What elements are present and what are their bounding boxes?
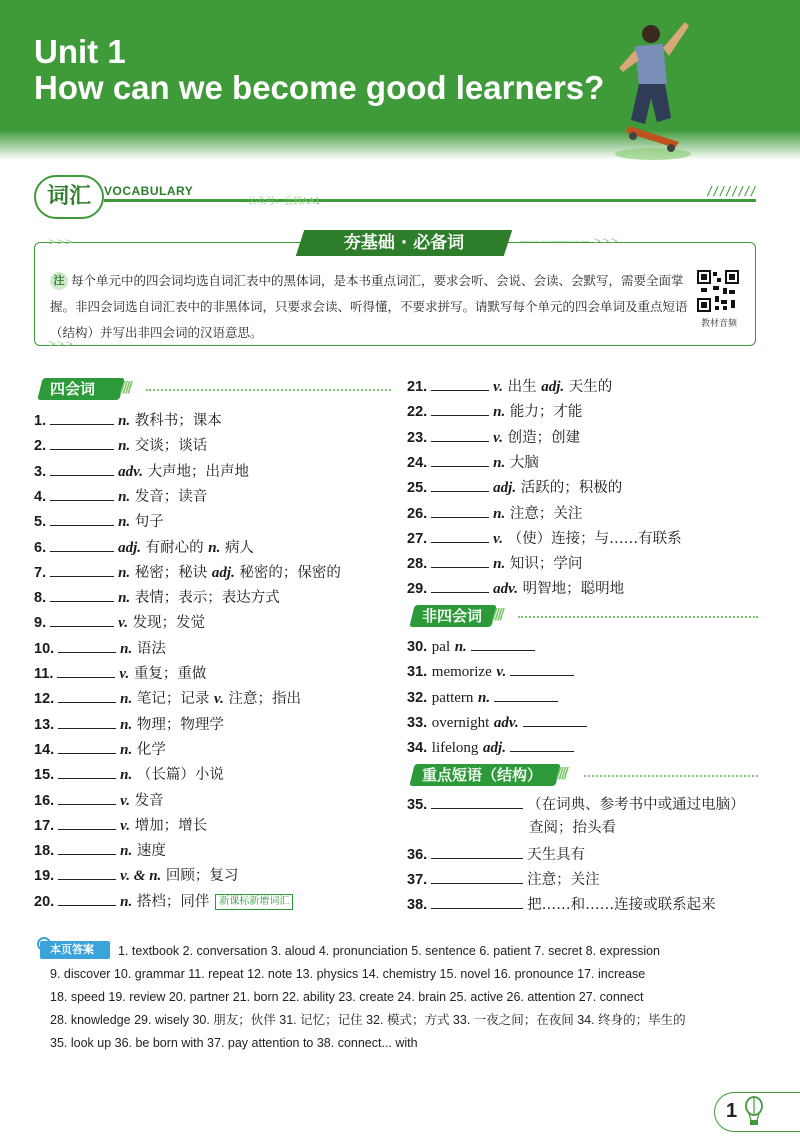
answer-blank[interactable]: [431, 843, 523, 859]
word-item: [407, 635, 539, 657]
word-item: [407, 711, 591, 733]
answer-blank[interactable]: [58, 763, 116, 779]
section-phrases-label: 重点短语（结构）: [422, 766, 543, 784]
part-of-speech: v.: [213, 691, 224, 708]
item-number: 13.: [34, 716, 55, 733]
part-of-speech: n.: [120, 843, 133, 860]
answer-blank[interactable]: [50, 611, 114, 627]
word-item: [407, 527, 682, 549]
word-item: [34, 713, 224, 735]
answer-blank[interactable]: [431, 868, 523, 884]
part-of-speech: v. & n.: [120, 868, 162, 885]
part-of-speech: adv.: [493, 581, 519, 598]
item-number: 4.: [34, 488, 47, 505]
dotted-divider: [146, 389, 391, 391]
word-item: [34, 789, 164, 811]
part-of-speech: n.: [118, 514, 131, 531]
section-four-skill: [40, 378, 122, 400]
item-number: 8.: [34, 590, 47, 607]
word-item: [407, 577, 624, 599]
meaning: 增加；增长: [134, 817, 208, 834]
word-item: [407, 476, 622, 498]
answer-blank[interactable]: [50, 561, 114, 577]
note-text: 每个单元中的四会词均选自词汇表中的黑体词，是本书重点词汇，要求会听、会说、会读、会默写，需要全面掌握。非四会词选自词汇表中的非黑体词，只要求会读、听得懂，不要求拼写。请默写每个单元的四会单词及重点短语（结构）并写出非四会词的汉语意思。: [50, 273, 688, 340]
note-title: 夯基础 · 必备词: [343, 233, 465, 253]
note-icon: 注: [50, 272, 68, 290]
word-item: [34, 586, 280, 608]
answer-blank[interactable]: [510, 660, 574, 676]
word-item: [34, 611, 205, 633]
phrase-meaning-continued: 查阅；抬头看: [529, 820, 616, 836]
answer-blank[interactable]: [50, 586, 114, 602]
item-number: 12.: [34, 691, 55, 708]
meaning: 发音: [134, 792, 164, 809]
part-of-speech: adv.: [118, 463, 143, 480]
answer-blank[interactable]: [431, 426, 489, 442]
answer-blank[interactable]: [431, 502, 489, 518]
meaning: 大脑: [509, 454, 539, 471]
hatch-decoration: ////////: [706, 184, 756, 198]
meaning: 创造；创建: [507, 429, 581, 446]
word-item: [34, 561, 341, 583]
answer-blank[interactable]: [431, 893, 523, 909]
answer-blank[interactable]: [431, 552, 489, 568]
meaning: 明智地；聪明地: [522, 581, 625, 598]
word-item: [34, 510, 164, 532]
answers-line: 9. discover 10. grammar 11. repeat 12. note 13. physics 14. chemistry 15. novel 16. pronounce 17. increase: [50, 967, 646, 981]
item-number: 18.: [34, 843, 55, 860]
part-of-speech: n.: [493, 404, 506, 421]
part-of-speech: n.: [454, 639, 467, 655]
word-item: [407, 502, 582, 524]
item-number: 38.: [407, 897, 428, 913]
answer-blank[interactable]: [431, 451, 489, 467]
answer-blank[interactable]: [50, 536, 114, 552]
meaning: 化学: [136, 741, 166, 758]
item-number: 20.: [34, 893, 55, 910]
part-of-speech: n.: [118, 590, 131, 607]
vocabulary-divider: [104, 199, 756, 202]
part-of-speech: n.: [118, 488, 131, 505]
meaning: 搭档；同伴: [136, 893, 210, 910]
item-number: 9.: [34, 615, 47, 632]
part-of-speech: n.: [120, 691, 133, 708]
item-number: 11.: [34, 666, 54, 682]
word-item: [34, 460, 249, 482]
qr-label: 教材音频: [700, 319, 737, 329]
answer-blank[interactable]: [50, 409, 114, 425]
item-number: 3.: [34, 463, 47, 480]
word-item: [34, 434, 207, 456]
answer-blank[interactable]: [58, 789, 116, 805]
meaning: 注意；关注: [509, 505, 583, 522]
meaning: 天生的: [568, 379, 613, 395]
part-of-speech: n.: [118, 413, 131, 429]
item-number: 10.: [34, 640, 55, 657]
meaning: 病人: [224, 539, 254, 556]
item-number: 28.: [407, 556, 428, 573]
part-of-speech: n.: [118, 564, 131, 581]
answer-blank[interactable]: [471, 635, 535, 651]
word-item: [34, 814, 207, 836]
word-item: [407, 660, 578, 682]
meaning: 注意；关注: [527, 872, 600, 888]
part-of-speech: n.: [120, 767, 133, 784]
meaning: 速度: [136, 843, 166, 860]
part-of-speech: n.: [118, 438, 131, 455]
meaning: （在词典、参考书中或通过电脑）: [527, 797, 745, 813]
watermark: 公众号：会到AA1: [248, 197, 321, 207]
meaning: 教科书；课本: [134, 413, 222, 429]
answer-blank[interactable]: [431, 793, 523, 809]
item-number: 14.: [34, 741, 55, 758]
meaning: 把……和……连接或联系起来: [527, 897, 716, 913]
meaning: 出生: [507, 379, 537, 395]
item-number: 24.: [407, 454, 428, 471]
meaning: 秘密的；保密的: [239, 564, 341, 581]
part-of-speech: adj.: [211, 564, 235, 581]
word-item: [407, 426, 580, 448]
part-of-speech: n.: [493, 454, 506, 471]
section-four-skill-label: 四会词: [50, 380, 96, 398]
phrase-item: [407, 793, 745, 815]
item-number: 2.: [34, 438, 47, 455]
word-item: [34, 536, 254, 558]
meaning: 大声地；出声地: [147, 463, 250, 480]
answer-blank[interactable]: [431, 476, 489, 492]
answer-blank[interactable]: [431, 527, 489, 543]
stripe-decoration: ////: [120, 378, 130, 396]
part-of-speech: v.: [496, 664, 507, 681]
item-number: 7.: [34, 564, 47, 581]
answers-tag: 本页答案: [40, 941, 110, 959]
answer-blank[interactable]: [58, 637, 116, 653]
item-number: 27.: [407, 530, 428, 547]
item-number: 26.: [407, 505, 428, 522]
word-item: [407, 451, 539, 473]
english-word: pal: [431, 639, 451, 655]
item-number: 35.: [407, 797, 428, 813]
section-non-four-skill-label: 非四会词: [422, 607, 483, 625]
answer-blank[interactable]: [50, 460, 114, 476]
part-of-speech: adj.: [483, 740, 506, 757]
part-of-speech: adj.: [118, 539, 142, 556]
meaning: 注意；指出: [228, 691, 301, 708]
part-of-speech: n.: [120, 640, 133, 657]
part-of-speech: n.: [120, 741, 133, 758]
word-item: [407, 400, 582, 422]
word-item: [34, 662, 206, 684]
word-item: [407, 736, 578, 758]
part-of-speech: n.: [478, 689, 491, 706]
part-of-speech: v.: [119, 666, 130, 682]
meaning: 回顾；复习: [165, 868, 239, 885]
answer-blank[interactable]: [58, 839, 116, 855]
phrase-item: [407, 868, 600, 890]
english-word: memorize: [431, 664, 492, 681]
part-of-speech: adv.: [493, 714, 519, 731]
skateboarder-illustration: [605, 14, 695, 164]
meaning: （使）连接；与……有联系: [507, 530, 682, 547]
item-number: 1.: [34, 413, 47, 429]
item-number: 15.: [34, 767, 55, 784]
item-number: 37.: [407, 872, 428, 888]
meaning: 句子: [134, 514, 164, 531]
stripe-decoration: ////: [492, 605, 502, 623]
part-of-speech: n.: [493, 556, 506, 573]
phrase-item: [407, 843, 585, 865]
word-item: [407, 552, 582, 574]
arrow-decoration: ——————— >>>: [520, 236, 619, 247]
english-word: lifelong: [431, 740, 479, 757]
item-number: 19.: [34, 868, 55, 885]
meaning: 知识；学问: [509, 556, 583, 573]
meaning: （长篇）小说: [136, 767, 224, 784]
answer-blank[interactable]: [510, 736, 574, 752]
answer-blank[interactable]: [58, 890, 116, 906]
meaning: 天生具有: [527, 847, 586, 863]
answer-blank[interactable]: [523, 711, 587, 727]
item-number: 23.: [407, 429, 428, 446]
arrow-decoration: >>>: [48, 339, 74, 350]
item-number: 34.: [407, 740, 428, 757]
answer-blank[interactable]: [50, 434, 114, 450]
item-number: 32.: [407, 689, 428, 706]
stripe-decoration: ////: [556, 764, 566, 782]
answer-blank[interactable]: [494, 686, 558, 702]
item-number: 16.: [34, 792, 55, 809]
english-word: pattern: [431, 689, 474, 706]
page-number: 1: [726, 1100, 738, 1122]
part-of-speech: n.: [120, 893, 133, 910]
word-item: [34, 763, 224, 785]
meaning: 秘密；秘诀: [134, 564, 208, 581]
answers-line: 28. knowledge 29. wisely 30. 朋友；伙伴 31. 记忆；记住 32. 模式；方式 33. 一夜之间；在夜间 34. 终身的；毕生的: [50, 1013, 686, 1027]
answer-blank[interactable]: [50, 510, 114, 526]
hot-air-balloon-icon: [744, 1096, 764, 1126]
meaning: 发音；读音: [134, 488, 208, 505]
part-of-speech: v.: [120, 792, 131, 809]
part-of-speech: n.: [493, 505, 506, 522]
unit-title: Unit 1: [34, 33, 126, 70]
word-item: [34, 839, 166, 861]
answer-blank[interactable]: [50, 485, 114, 501]
word-item: [407, 375, 612, 397]
word-item: [407, 686, 562, 708]
answer-blank[interactable]: [58, 687, 116, 703]
qr-code-icon[interactable]: [697, 270, 739, 312]
answer-blank[interactable]: [58, 814, 116, 830]
meaning: 表情；表示；表达方式: [134, 590, 280, 607]
word-item: [34, 485, 207, 507]
item-number: 25.: [407, 480, 428, 497]
word-item: [34, 864, 238, 886]
word-item: [34, 738, 166, 760]
item-number: 22.: [407, 404, 428, 421]
item-number: 17.: [34, 817, 55, 834]
answer-blank[interactable]: [431, 400, 489, 416]
word-item: [34, 890, 293, 912]
answer-blank[interactable]: [58, 738, 116, 754]
part-of-speech: v.: [493, 379, 504, 395]
part-of-speech: v.: [120, 817, 131, 834]
meaning: 笔记；记录: [136, 691, 210, 708]
meaning: 发现；发觉: [132, 615, 206, 632]
part-of-speech: v.: [118, 615, 128, 632]
meaning: 活跃的；积极的: [520, 480, 623, 497]
item-number: 36.: [407, 847, 428, 863]
item-number: 33.: [407, 714, 428, 731]
part-of-speech: adj.: [493, 480, 517, 497]
phrase-item: [407, 893, 716, 915]
vocabulary-header: [34, 175, 756, 220]
unit-subtitle: How can we become good learners?: [34, 69, 605, 106]
answers-line: 35. look up 36. be born with 37. pay attention to 38. connect... with: [50, 1036, 418, 1050]
word-item: [34, 687, 301, 709]
section-phrases: [412, 764, 558, 786]
item-number: 30.: [407, 639, 428, 655]
answer-blank[interactable]: [431, 577, 489, 593]
new-word-tag: 新课标新增词汇: [215, 894, 293, 910]
part-of-speech: n.: [120, 716, 133, 733]
dotted-divider: [518, 616, 758, 618]
section-non-four-skill: [412, 605, 494, 627]
english-word: overnight: [431, 714, 490, 731]
item-number: 29.: [407, 581, 428, 598]
answer-blank[interactable]: [57, 662, 115, 678]
word-item: [34, 637, 166, 659]
answer-blank[interactable]: [58, 713, 116, 729]
meaning: 重复；重做: [133, 666, 207, 682]
answers-line: 1. textbook 2. conversation 3. aloud 4. pronunciation 5. sentence 6. patient 7. secret 8. expression: [118, 944, 661, 958]
dotted-divider: [584, 775, 758, 777]
answers-line: 18. speed 19. review 20. partner 21. born 22. ability 23. create 24. brain 25. active 26. attention 27. connect: [50, 990, 644, 1004]
item-number: 21.: [407, 379, 428, 395]
item-number: 5.: [34, 514, 47, 531]
meaning: 语法: [136, 640, 166, 657]
meaning: 物理；物理学: [136, 716, 224, 733]
meaning: 交谈；谈话: [134, 438, 208, 455]
item-number: 6.: [34, 539, 47, 556]
part-of-speech: v.: [493, 530, 504, 547]
word-item: [34, 409, 222, 431]
item-number: 31.: [407, 664, 428, 681]
meaning: 能力；才能: [509, 404, 583, 421]
arrow-decoration: >>>: [48, 237, 74, 248]
part-of-speech: v.: [493, 429, 504, 446]
answer-blank[interactable]: [431, 375, 489, 391]
part-of-speech: adj.: [541, 379, 565, 395]
answer-blank[interactable]: [58, 864, 116, 880]
vocabulary-badge: 词汇: [34, 175, 104, 219]
part-of-speech: n.: [208, 539, 221, 556]
vocabulary-label: VOCABULARY: [104, 184, 194, 198]
meaning: 有耐心的: [145, 539, 204, 556]
